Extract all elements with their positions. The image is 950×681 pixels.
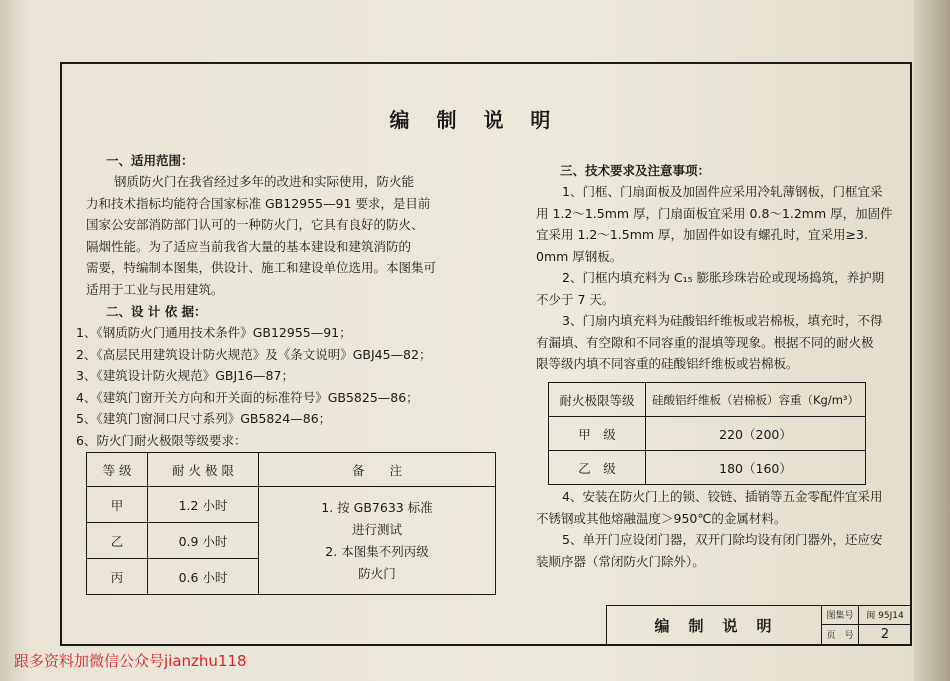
grade-cell: 甲 bbox=[87, 487, 148, 523]
text-line: 3、门扇内填充料为硅酸铝纤维板或岩棉板，填充时，不得 bbox=[562, 313, 883, 328]
table-header: 耐火极限等级 bbox=[549, 383, 646, 417]
note-line: 进行测试 bbox=[351, 521, 402, 537]
binding-spine bbox=[914, 0, 950, 681]
grade-cell: 乙 级 bbox=[549, 451, 646, 485]
table-header: 耐 火 极 限 bbox=[148, 453, 259, 487]
note-line: 1. 按 GB7633 标准 bbox=[321, 499, 433, 515]
grade-cell: 丙 bbox=[87, 559, 148, 595]
text-line: 1、门框、门扇面板及加固件应采用冷轧薄钢板，门框宜采 bbox=[562, 184, 883, 199]
atlas-number-value: 闽 95J14 bbox=[859, 606, 912, 625]
note-line: 防火门 bbox=[358, 565, 396, 581]
text-line: 1、《钢质防火门通用技术条件》GB12955—91； bbox=[76, 325, 352, 340]
note-line: 2. 本图集不列丙级 bbox=[325, 543, 429, 559]
note-cell bbox=[259, 487, 496, 595]
text-line: 4、安装在防火门上的锁、铰链、插销等五金零配件宜采用 bbox=[562, 489, 883, 504]
text-line: 装顺序器（常闭防火门除外）。 bbox=[536, 553, 705, 569]
text-line: 不锈钢或其他熔融温度＞950℃的金属材料。 bbox=[536, 510, 787, 526]
text-line: 不少于 7 天。 bbox=[536, 291, 615, 307]
atlas-number-label: 图集号 bbox=[822, 606, 859, 625]
section-3-body bbox=[536, 181, 893, 375]
text-line: 2、《高层民用建筑设计防火规范》及《条文说明》GBJ45—82； bbox=[76, 346, 432, 362]
text-line: 用 1.2～1.5mm 厚，门扇面板宜采用 0.8～1.2mm 厚，加固件 bbox=[536, 205, 893, 221]
table-header: 等 级 bbox=[87, 453, 148, 487]
section-1-body bbox=[86, 171, 436, 300]
page-number-label: 页 号 bbox=[822, 624, 859, 645]
limit-cell: 0.6 小时 bbox=[148, 559, 259, 595]
section-2-title: 二、设 计 依 据： bbox=[106, 304, 207, 319]
grade-cell: 乙 bbox=[87, 523, 148, 559]
text-line: 3、《建筑设计防火规范》GBJ16—87； bbox=[76, 368, 294, 383]
section-2-body bbox=[76, 322, 431, 451]
table-header: 备 注 bbox=[259, 453, 496, 487]
text-line: 适用于工业与民用建筑。 bbox=[86, 281, 224, 297]
density-cell: 180（160） bbox=[646, 451, 866, 485]
title-block-name: 编 制 说 明 bbox=[607, 606, 822, 646]
grade-cell: 甲 级 bbox=[549, 417, 646, 451]
text-line: 0mm 厚钢板。 bbox=[536, 248, 623, 264]
fire-rating-table bbox=[86, 452, 496, 595]
document-title: 编 制 说 明 bbox=[389, 108, 561, 132]
text-line: 限等级内填不同容重的硅酸铝纤维板或岩棉板。 bbox=[536, 356, 799, 371]
text-line: 6、防火门耐火极限等级要求： bbox=[76, 432, 247, 448]
text-line: 宜采用 1.2～1.5mm 厚，加固件如设有螺孔时，宜采用≥3. bbox=[536, 227, 868, 242]
table-header: 硅酸铝纤维板（岩棉板）容重（Kg/m³） bbox=[646, 383, 866, 417]
text-line: 力和技术指标均能符合国家标准 GB12955—91 要求，是目前 bbox=[86, 195, 431, 211]
density-table bbox=[548, 382, 866, 485]
text-line: 5、《建筑门窗洞口尺寸系列》GB5824—86； bbox=[76, 411, 332, 426]
section-3-body-continued bbox=[536, 486, 882, 572]
text-line: 国家公安部消防部门认可的一种防火门，它具有良好的防火、 bbox=[86, 217, 424, 232]
page-number-value: 2 bbox=[859, 624, 912, 645]
section-3-title: 三、技术要求及注意事项： bbox=[560, 163, 711, 178]
text-line: 2、门框内填充料为 C₁₅ 膨胀珍珠岩砼或现场捣筑，养护期 bbox=[562, 270, 885, 285]
text-line: 需要，特编制本图集，供设计、施工和建设单位选用。本图集可 bbox=[86, 260, 437, 275]
limit-cell: 1.2 小时 bbox=[148, 487, 259, 523]
limit-cell: 0.9 小时 bbox=[148, 523, 259, 559]
text-line: 5、单开门应设闭门器，双开门除均设有闭门器外，还应安 bbox=[562, 532, 883, 547]
text-line: 隔烟性能。为了适应当前我省大量的基本建设和建筑消防的 bbox=[86, 238, 412, 254]
title-block bbox=[606, 605, 912, 646]
text-line: 钢质防火门在我省经过多年的改进和实际使用，防火能 bbox=[114, 174, 415, 189]
text-line: 有漏填、有空隙和不同容重的混填等现象。根据不同的耐火极 bbox=[536, 334, 874, 350]
text-line: 4、《建筑门窗开关方向和开关面的标准符号》GB5825—86； bbox=[76, 389, 419, 405]
density-cell: 220（200） bbox=[646, 417, 866, 451]
watermark-text: 跟多资料加微信公众号jianzhu118 bbox=[14, 652, 247, 670]
section-1-title: 一、适用范围： bbox=[106, 153, 194, 168]
